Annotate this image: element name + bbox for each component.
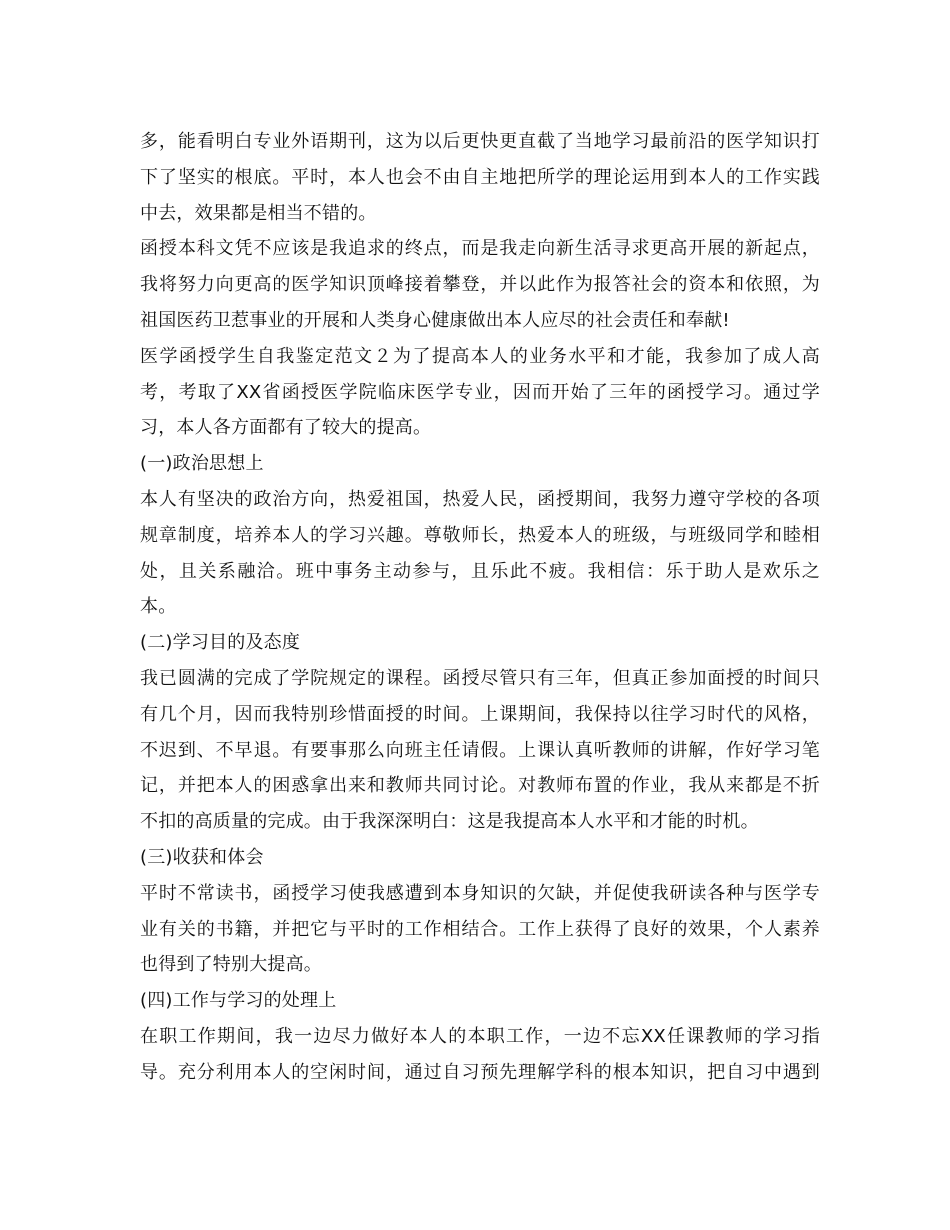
text-line: 业有关的书籍，并把它与平时的工作相结合。工作上获得了良好的效果，个人素养	[140, 918, 820, 940]
text-line: 多，能看明白专业外语期刊，这为以后更快更直截了当地学习最前沿的医学知识打	[140, 131, 820, 152]
text-line: 在职工作期间，我一边尽力做好本人的本职工作，一边不忘XX任课教师的学习指	[140, 1025, 820, 1047]
text-line: 规章制度，培养本人的学习兴趣。尊敬师长，热爱本人的班级，与班级同学和睦相	[140, 524, 820, 546]
text-line: 有几个月，因而我特别珍惜面授的时间。上课期间，我保持以往学习时代的风格，	[140, 703, 820, 725]
text-line: 下了坚实的根底。平时，本人也会不由自主地把所学的理论运用到本人的工作实践	[140, 166, 820, 188]
text-line: 我已圆满的完成了学院规定的课程。函授尽管只有三年，但真正参加面授的时间只	[140, 667, 820, 689]
text-line: 本人有坚决的政治方向，热爱祖国，热爱人民，函授期间，我努力遵守学校的各项	[140, 488, 820, 510]
section-heading: (二)学习目的及态度	[140, 632, 301, 654]
text-line: 医学函授学生自我鉴定范文２为了提高本人的业务水平和才能，我参加了成人高	[140, 345, 820, 367]
text-line: 祖国医药卫惹事业的开展和人类身心健康做出本人应尽的社会责任和奉献!	[140, 309, 730, 331]
text-line: 我将努力向更高的医学知识顶峰接着攀登，并以此作为报答社会的资本和依照，为	[140, 274, 820, 296]
text-line: 不扣的高质量的完成。由于我深深明白：这是我提高本人水平和才能的时机。	[140, 811, 759, 833]
text-line: 本。	[140, 596, 177, 618]
document-body	[140, 124, 820, 1091]
text-line: 习，本人各方面都有了较大的提高。	[140, 417, 432, 439]
text-line: 导。充分利用本人的空闲时间，通过自习预先理解学科的根本知识，把自习中遇到	[140, 1061, 820, 1083]
text-line: 处，且关系融洽。班中事务主动参与，且乐此不疲。我相信：乐于助人是欢乐之	[140, 560, 820, 582]
text-line: 平时不常读书，函授学习使我感遭到本身知识的欠缺，并促使我研读各种与医学专	[140, 882, 820, 904]
text-line: 记，并把本人的困惑拿出来和教师共同讨论。对教师布置的作业，我从来都是不折	[140, 775, 820, 797]
text-line: 中去，效果都是相当不错的。	[140, 202, 377, 224]
text-line: 函授本科文凭不应该是我追求的终点，而是我走向新生活寻求更高开展的新起点，	[140, 238, 820, 260]
section-heading: (四)工作与学习的处理上	[140, 990, 337, 1012]
text-line: 也得到了特别大提高。	[140, 954, 322, 976]
text-line: 不迟到、不早退。有要事那么向班主任请假。上课认真听教师的讲解，作好学习笔	[140, 739, 820, 761]
text-line: 考，考取了XX省函授医学院临床医学专业，因而开始了三年的函授学习。通过学	[140, 381, 820, 403]
section-heading: (三)收获和体会	[140, 846, 264, 868]
section-heading: (一)政治思想上	[140, 453, 264, 475]
